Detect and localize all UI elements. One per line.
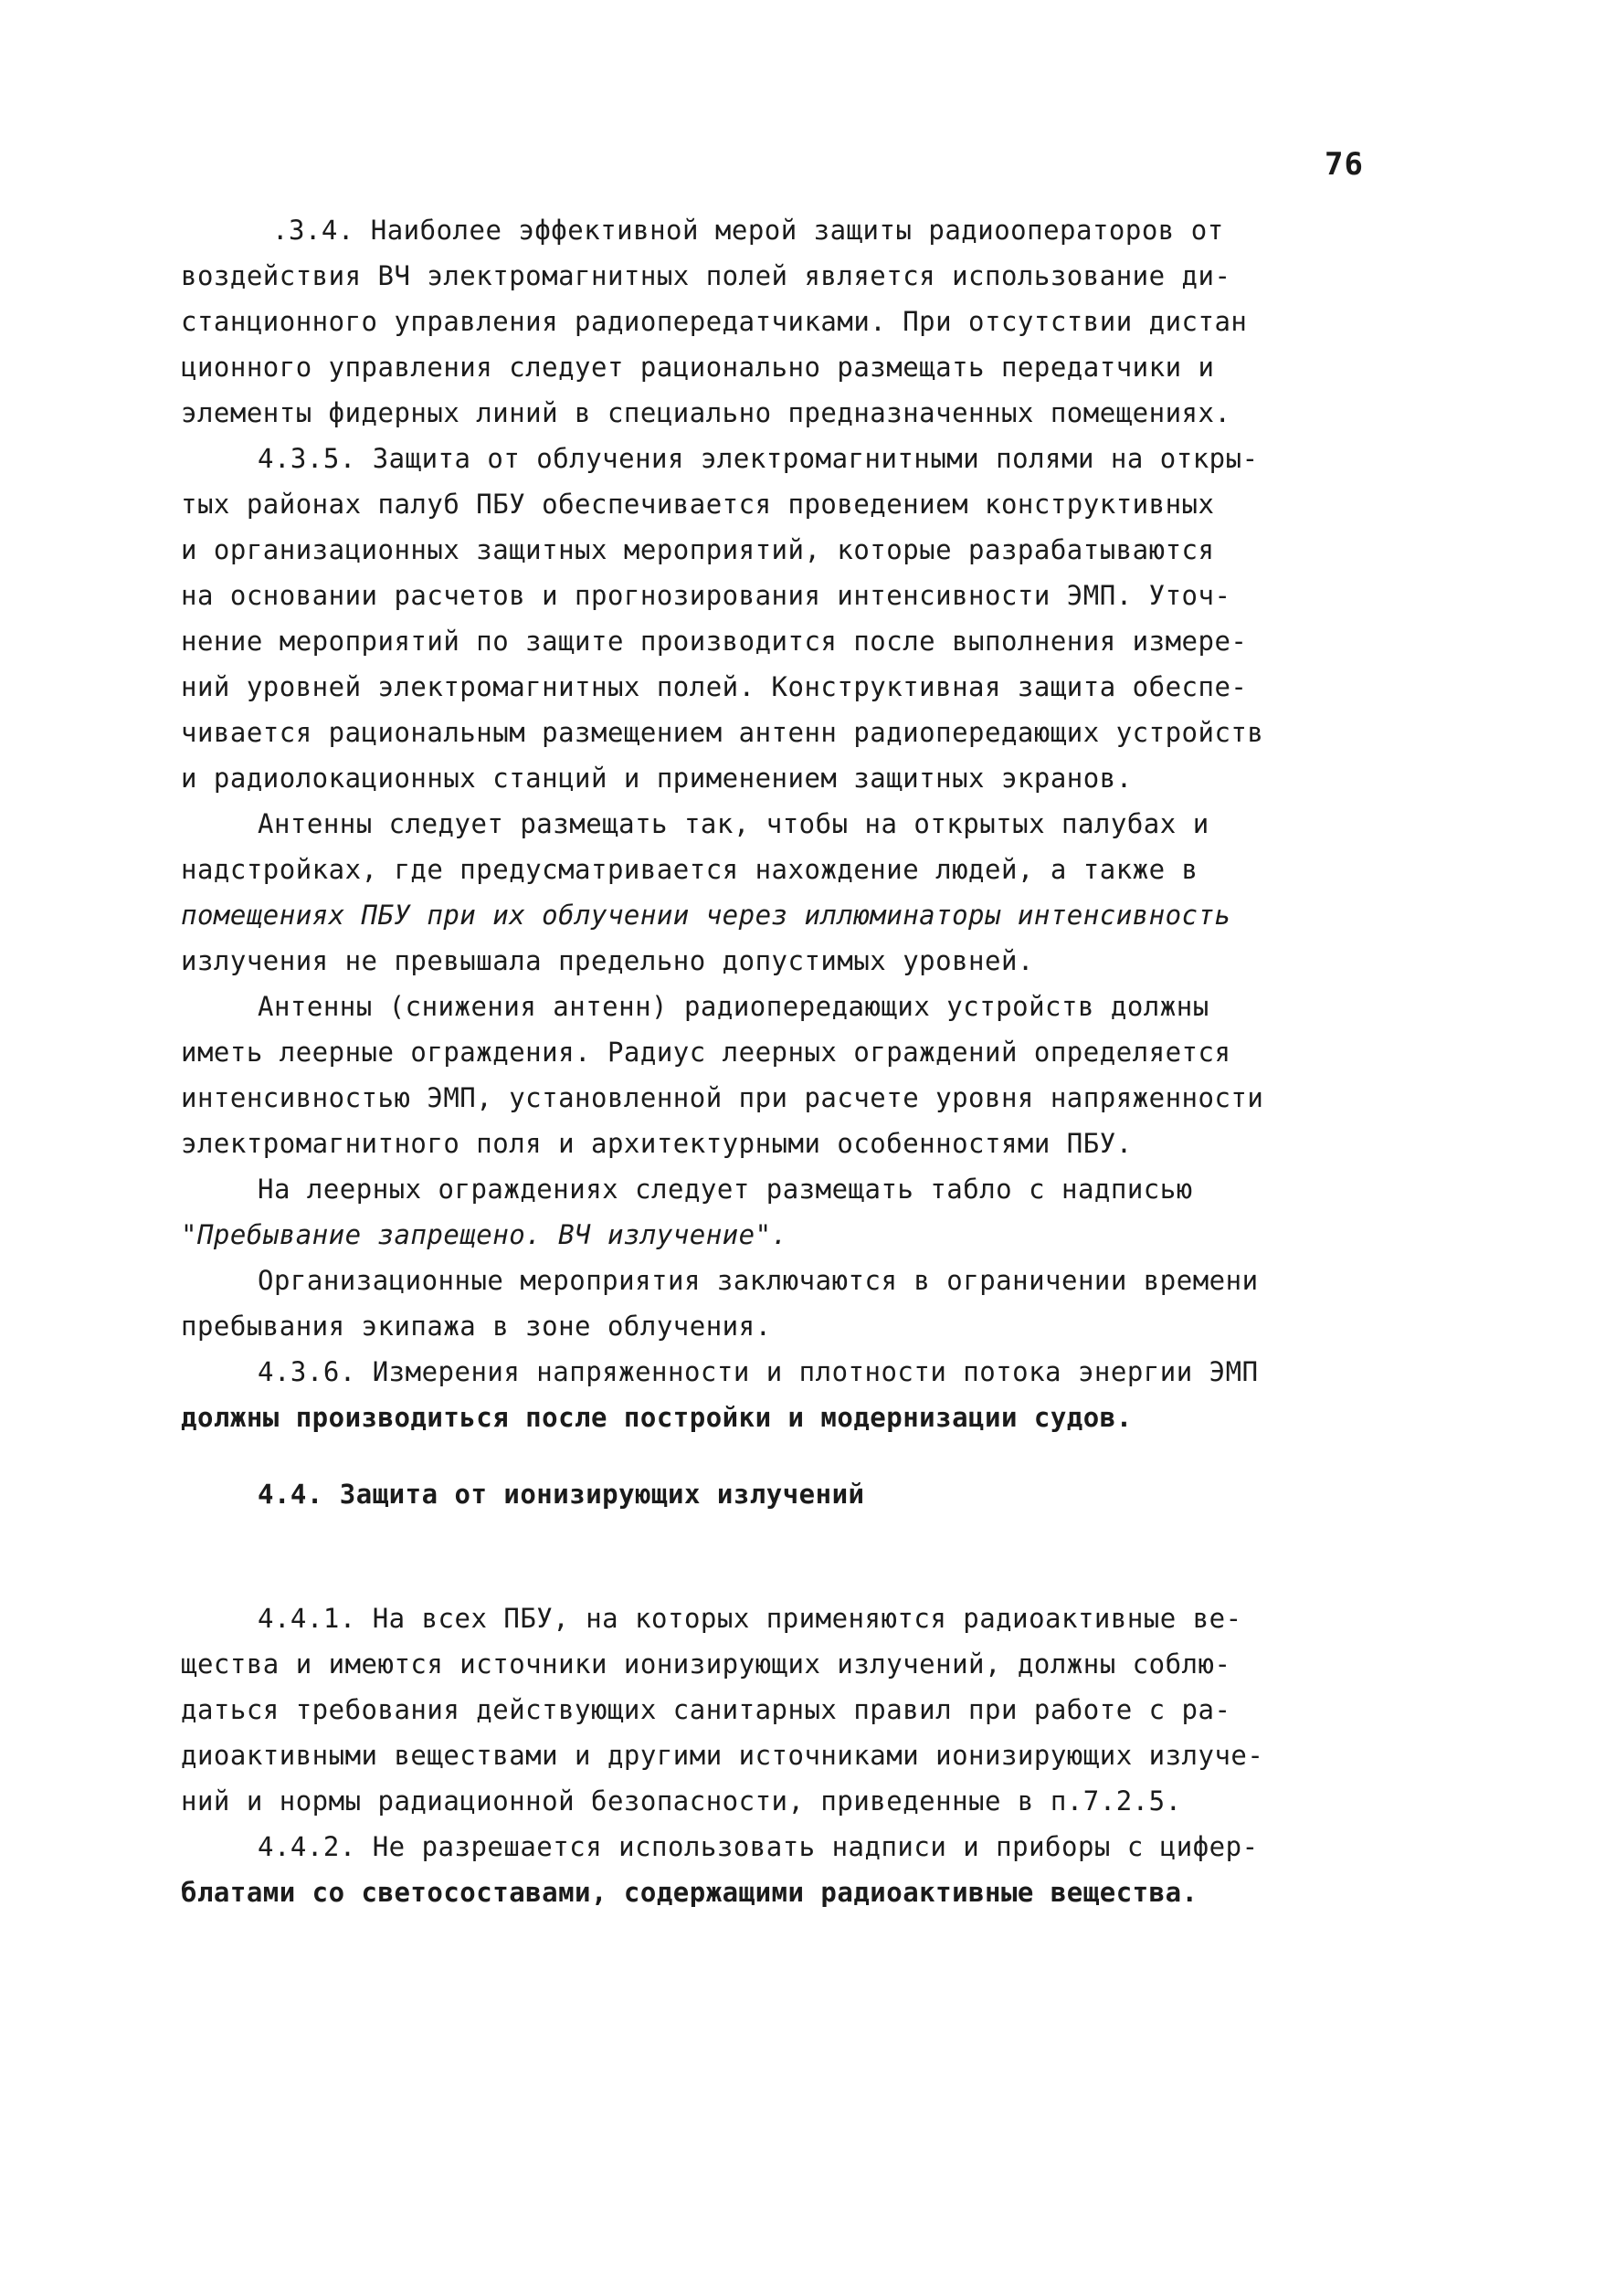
section-heading: 4.4. Защита от ионизирующих излучений: [258, 1479, 865, 1510]
text-line: ний уровней электромагнитных полей. Конструктивная защита обеспе-: [181, 671, 1248, 702]
text-line: Антенны следует размещать так, чтобы на открытых палубах и: [258, 808, 1209, 839]
text-line: электромагнитного поля и архитектурными особенностями ПБУ.: [181, 1128, 1133, 1159]
text-line: даться требования действующих санитарных правил при работе с ра-: [181, 1694, 1231, 1725]
text-line: 4.3.5. Защита от облучения электромагнитными полями на откры-: [258, 443, 1259, 474]
text-line: воздействия ВЧ электромагнитных полей является использование ди-: [181, 260, 1231, 291]
text-line: пребывания экипажа в зоне облучения.: [181, 1311, 772, 1342]
text-line: 4.3.6. Измерения напряженности и плотности потока энергии ЭМП: [258, 1356, 1259, 1387]
text-line: должны производиться после постройки и модернизации судов.: [181, 1402, 1133, 1433]
text-line: иметь леерные ограждения. Радиус леерных ограждений определяется: [181, 1037, 1231, 1068]
text-line: на основании расчетов и прогнозирования интенсивности ЭМП. Уточ-: [181, 580, 1231, 611]
text-line: блатами со светосоставами, содержащими радиоактивные вещества.: [181, 1877, 1198, 1908]
text-line: Организационные мероприятия заключаются в ограничении времени: [258, 1265, 1259, 1296]
text-line: излучения не превышала предельно допустимых уровней.: [181, 945, 1034, 976]
text-line: .3.4. Наиболее эффективной мерой защиты радиооператоров от: [272, 215, 1224, 246]
text-line: тых районах палуб ПБУ обеспечивается проведением конструктивных: [181, 489, 1215, 520]
text-line: чивается рациональным размещением антенн радиопередающих устройств: [181, 717, 1264, 748]
text-line: интенсивностью ЭМП, установленной при расчете уровня напряженности: [181, 1082, 1264, 1113]
text-line: и радиолокационных станций и применением защитных экранов.: [181, 763, 1133, 794]
text-line: элементы фидерных линий в специально предназначенных помещениях.: [181, 397, 1231, 428]
text-line: надстройках, где предусматривается нахождение людей, а также в: [181, 854, 1198, 885]
text-line: станционного управления радиопередатчиками. При отсутствии дистан: [181, 306, 1248, 337]
text-line: На леерных ограждениях следует размещать табло с надписью: [258, 1174, 1193, 1205]
page-number: 76: [1325, 146, 1364, 183]
text-line: диоактивными веществами и другими источниками ионизирующих излуче-: [181, 1740, 1264, 1771]
text-line: и организационных защитных мероприятий, которые разрабатываются: [181, 534, 1215, 565]
text-line: 4.4.2. Не разрешается использовать надписи и приборы с цифер-: [258, 1831, 1259, 1862]
text-line: ний и нормы радиационной безопасности, приведенные в п.7.2.5.: [181, 1785, 1182, 1817]
text-line: ционного управления следует рационально размещать передатчики и: [181, 352, 1215, 383]
text-line: 4.4.1. На всех ПБУ, на которых применяются радиоактивные ве-: [258, 1603, 1242, 1634]
text-line: Антенны (снижения антенн) радиопередающих устройств должны: [258, 991, 1209, 1022]
text-line: "Пребывание запрещено. ВЧ излучение".: [181, 1219, 788, 1250]
text-line: щества и имеются источники ионизирующих излучений, должны соблю-: [181, 1648, 1231, 1680]
text-line: помещениях ПБУ при их облучении через иллюминаторы интенсивность: [181, 900, 1231, 931]
text-line: нение мероприятий по защите производится после выполнения измере-: [181, 626, 1248, 657]
